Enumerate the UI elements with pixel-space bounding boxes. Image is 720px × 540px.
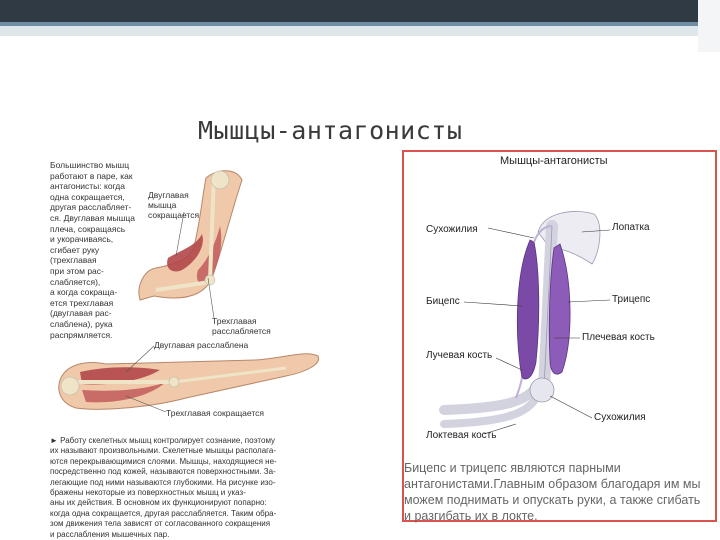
- top-bar-shade: [0, 26, 720, 36]
- label-scapula: Лопатка: [612, 222, 650, 233]
- textbook-figure: [36, 150, 340, 540]
- top-bar: [0, 0, 720, 22]
- diagram-caption: Бицепс и трицепс являются парными антагонистами.Главным образом благодаря им мы можем поднимать и опускать руки, а также сгибать и разгибать их в локте.: [404, 461, 701, 523]
- label-humerus: Плечевая кость: [582, 332, 655, 343]
- label-tendons-top: Сухожилия: [426, 224, 478, 235]
- diagram-title: Мышцы-антагонисты: [500, 155, 608, 167]
- anatomy-diagram-frame: [402, 150, 717, 522]
- side-description: Большинство мышц работают в паре, как антагонисты: когда одна сокращается, другая расслабляет- ся. Двуглавая мышца плеча, сокращаясь и укорачиваясь, сгибает руку (трехглавая при этом рас- слабляется), а когда сокраща- ется трехглавая (двуглавая рас- слаблена), рука распрямляется.: [50, 160, 135, 340]
- label-biceps: Бицепс: [426, 296, 460, 307]
- label-radius: Лучевая кость: [426, 350, 493, 361]
- label-tendons-bottom: Сухожилия: [594, 412, 646, 423]
- corner-tab: [698, 0, 720, 52]
- label-triceps: Трицепс: [612, 294, 651, 305]
- bottom-description: ► Работу скелетных мышц контролирует сознание, поэтому их называют произвольными. Скелетные мышцы располага- ются перекрывающимися слоями. Мышцы, находящиеся не- посредственно под кожей, называются поверхностными. За- легающие под ними называются глубокими. На рисунке изо- бражены некоторые из поверхностных мышц и указ- аны их действия. В основном их функционируют попарно: когда одна сокращается, другая расслабляется. Таким обра- зом движения тела зависят от согласованного сокращения и расслабления мышечных пар.: [50, 436, 277, 539]
- label-triceps-contracts: Трехглавая сокращается: [166, 408, 265, 418]
- label-ulna: Локтевая кость: [426, 430, 497, 441]
- label-biceps-relaxed: Двуглавая расслаблена: [154, 340, 249, 350]
- label-biceps-contracts: Двуглавая мышца сокращается: [148, 190, 200, 220]
- label-triceps-relaxes: Трехглавая расслабляется: [212, 316, 271, 336]
- slide-title: Мышцы-антагонисты: [198, 116, 463, 145]
